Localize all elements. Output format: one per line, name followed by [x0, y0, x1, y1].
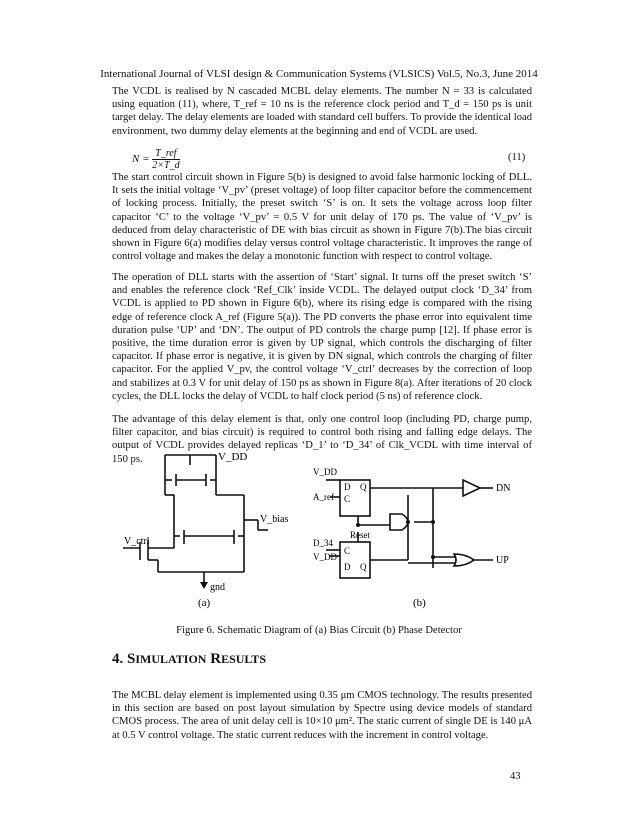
section-title-rest1: IMULATION	[135, 652, 207, 666]
label-aref: A_ref	[313, 492, 334, 502]
paragraph-dll-operation: The operation of DLL starts with the assertion of ‘Start’ signal. It turns off the preset switch ‘S’ and enables the reference clock ‘Ref_Clk’ inside VCDL. The delayed output clock ‘D_34’ from VCDL is applied to PD shown in Figure 6(b), where its rising edge is compared with the rising edge of reference clock A_ref (Figure 5(a)). The PD converts the phase error into equivalent time duration pulse ‘UP’ and ‘DN’. The output of PD controls the charge pump [12]. If phase error is positive, the time duration error is given by UP signal, which controls the discharging of filter capacitor. If phase error is negative, it is given by DN signal, which controls the charging of filter capacitor. For the applied V_pv, the control voltage ‘V_ctrl’ decreases by the correction of loop and stabilizes at 0.3 V for unit delay of 150 ps as shown in Figure 8(a). After iterations of 20 clock cycles, the DLL locks the delay of VCDL to half clock period (5 ns) of reference clock.	[112, 272, 532, 402]
label-vdd-b2: V_DD	[313, 552, 337, 562]
paragraph-advantage: The advantage of this delay element is that, only one control loop (including PD, charge pump, filter capacitor, and bias circuit) is required to control both rising and falling edge delays. The output of VCDL provides delayed replicas ‘D_1’ to ‘D_34’ of Clk_VCDL with time interval of 150 ps.	[112, 414, 532, 465]
label-d1: D	[344, 482, 351, 492]
section-title-cap2: R	[210, 651, 222, 667]
equation-denominator: 2×T_d	[152, 160, 180, 171]
equation-11	[132, 148, 180, 171]
section-title-rest2: ESULTS	[221, 652, 266, 666]
figure-6	[118, 450, 528, 615]
label-d34: D_34	[313, 538, 333, 548]
journal-header: International Journal of VLSI design & Communication Systems (VLSICS) Vol.5, No.3, June 2014	[100, 68, 538, 80]
equation-lhs: N =	[132, 153, 150, 166]
label-c1: C	[344, 494, 351, 504]
section-number: 4.	[112, 651, 124, 667]
paragraph-vcdl: The VCDL is realised by N cascaded MCBL delay elements. The number N = 33 is calculated using equation (11), where, T_ref = 10 ns is the reference clock period and T_d = 150 ps is unit target delay. The delay elements are loaded with standard cell buffers. To provide the identical load environment, two dummy delay elements at the beginning and end of VCDL are used.	[112, 86, 532, 137]
figure-tag-b: (b)	[413, 597, 426, 609]
label-gnd: gnd	[210, 582, 225, 593]
label-q1: Q	[360, 482, 367, 492]
label-reset: Reset	[350, 530, 370, 540]
paragraph-simulation: The MCBL delay element is implemented using 0.35 μm CMOS technology. The results presented in this section are based on post layout simulation by Spectre using device models of standard CMOS process. The area of unit delay cell is 10×10 μm². The static current of single DE is 140 μA at 0.5 V control voltage. The static current reduces with the increment in control voltage.	[112, 690, 532, 741]
label-up: UP	[496, 555, 509, 566]
label-dn: DN	[496, 483, 511, 494]
label-vbias: V_bias	[260, 514, 289, 525]
label-vdd-b1: V_DD	[313, 467, 337, 477]
figure-caption: Figure 6. Schematic Diagram of (a) Bias Circuit (b) Phase Detector	[176, 625, 462, 636]
label-c2: C	[344, 546, 351, 556]
label-d2: D	[344, 562, 351, 572]
equation-numerator: T_ref	[152, 148, 179, 160]
figure-tag-a: (a)	[198, 597, 211, 609]
equation-fraction	[152, 148, 179, 171]
section-heading	[112, 651, 266, 668]
label-vdd-a: V_DD	[218, 451, 248, 463]
label-vctrl: V_ctrl	[124, 536, 150, 547]
paragraph-start-control: The start control circuit shown in Figure 5(b) is designed to avoid false harmonic locking of DLL. It sets the initial voltage ‘V_pv’ (preset voltage) of loop filter capacitor before the commencement of locking process. Initially, the preset switch ‘S’ is on. It sets the voltage across loop filter capacitor ‘C’ to the voltage ‘V_pv’ = 0.5 V for unit delay of 170 ps. The value of ‘V_pv’ is deduced from delay characteristic of DE with bias circuit as shown in Figure 7(b).The bias circuit shown in Figure 6(a) modifies delay versus control voltage characteristic. It improves the range of control voltage and makes the delay a monotonic function with respect to control voltage.	[112, 172, 532, 263]
section-title-cap1: S	[127, 651, 136, 667]
page-number: 43	[510, 771, 521, 782]
label-q2: Q	[360, 562, 367, 572]
equation-number: (11)	[508, 152, 526, 163]
